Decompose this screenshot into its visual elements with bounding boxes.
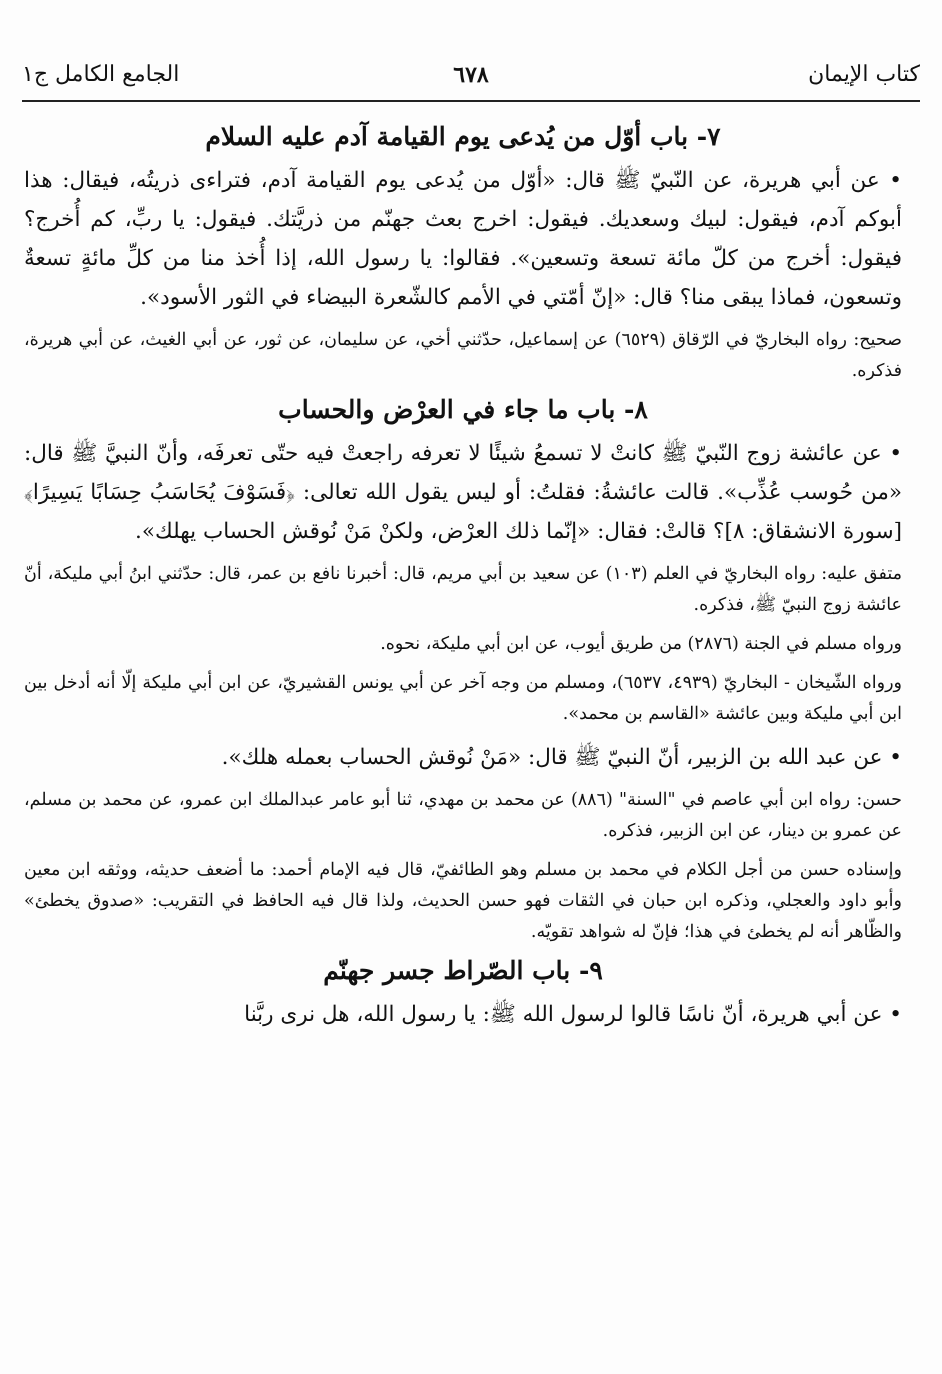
takhrij-note: حسن: رواه ابن أبي عاصم في "السنة" (٨٨٦) عن محمد بن مهدي، ثنا أبو عامر عبدالملك ابن عمرو، عن محمد بن مسلم، عن عمرو بن دينار، عن ابن الزبير، فذكره.	[24, 790, 902, 841]
takhrij-note: متفق عليه: رواه البخاريّ في العلم (١٠٣) عن سعيد بن أبي مريم، قال: أخبرنا نافع بن عمر، قال: حدّثني ابنُ أبي مليكة، أنّ عائشة زوج النبيّ ﷺ، فذكره.	[24, 564, 902, 615]
hadith-text: • عن أبي هريرة، عن النّبيّ ﷺ قال: «أوّل من يُدعى يوم القيامة آدم، فتراءى ذريتُه، فيقال: هذا أبوكم آدم، فيقول: لبيك وسعديك. فيقول: اخرج بعث جهنّم من ذريَّتك. فيقول: يا ربِّ، كم أُخرج؟ فيقول: أخرج من كلّ مائة تسعة وتسعين». فقالوا: يا رسول الله، إذا أُخذ منا من كلِّ مائةٍ تسعةٌ وتسعون، فماذا يبقى منا؟ قال: «إنّ أمّتي في الأمم كالشّعرة البيضاء في الثور الأسود».	[24, 168, 902, 310]
book-title: كتاب الإيمان	[808, 62, 920, 87]
chapter-heading-8: ٨- باب ما جاء في العرْض والحساب	[278, 395, 648, 424]
takhrij-note: صحيح: رواه البخاريّ في الرّقاق (٦٥٢٩) عن إسماعيل، حدّثني أخي، عن سليمان، عن ثور، عن أبي الغيث، عن أبي هريرة، فذكره.	[24, 330, 902, 381]
takhrij-note: وإسناده حسن من أجل الكلام في محمد بن مسلم وهو الطائفيّ، قال فيه الإمام أحمد: ما أضعف حديثه، ووثقه ابن معين وأبو داود والعجلي، وذكره ابن حبان في الثقات فهو حسن الحديث، ولذا قال فيه الحافظ في التقريب: «صدوق يخطئ» والظّاهر أنه لم يخطئ في هذا؛ فإنّ له شواهد تقويّه.	[24, 860, 902, 942]
takhrij-note: ورواه مسلم في الجنة (٢٨٧٦) من طريق أيوب، عن ابن أبي مليكة، نحوه.	[380, 634, 902, 654]
page-content	[24, 118, 902, 1034]
chapter-heading-7: ٧- باب أوّل من يُدعى يوم القيامة آدم عليه السلام	[205, 122, 721, 151]
hadith-text: • عن عائشة زوج النّبيّ ﷺ كانتْ لا تسمعُ شيئًا لا تعرفه راجعتْ فيه حتّى تعرفَه، وأنّ النبيَّ ﷺ قال: «من حُوسب عُذِّب». قالت عائشةُ: فقلتُ: أو ليس يقول الله تعالى: ﴿فَسَوْفَ يُحَاسَبُ حِسَابًا يَسِيرًا﴾ [سورة الانشقاق: ٨]؟ قالتْ: فقال: «إنّما ذلك العرْض، ولكنْ مَنْ نُوقش الحساب يهلك».	[24, 441, 902, 544]
takhrij-note: ورواه الشّيخان - البخاريّ (٤٩٣٩، ٦٥٣٧)، ومسلم من وجه آخر عن أبي يونس القشيريّ، عن ابن أبي مليكة إلّا أنه أدخل بين ابن أبي مليكة وبين عائشة «القاسم بن محمد».	[24, 673, 902, 724]
hadith-text: • عن أبي هريرة، أنّ ناسًا قالوا لرسول الله ﷺ: يا رسول الله، هل نرى ربَّنا	[244, 1002, 902, 1027]
chapter-heading-9: ٩- باب الصّراط جسر جهنّم	[323, 956, 603, 985]
page-header	[22, 60, 920, 102]
hadith-text: • عن عبد الله بن الزبير، أنّ النبيّ ﷺ قال: «مَنْ نُوقش الحساب بعمله هلك».	[221, 745, 902, 770]
page-number: ٦٧٨	[453, 62, 489, 88]
volume-title: الجامع الكامل ج١	[22, 62, 180, 87]
